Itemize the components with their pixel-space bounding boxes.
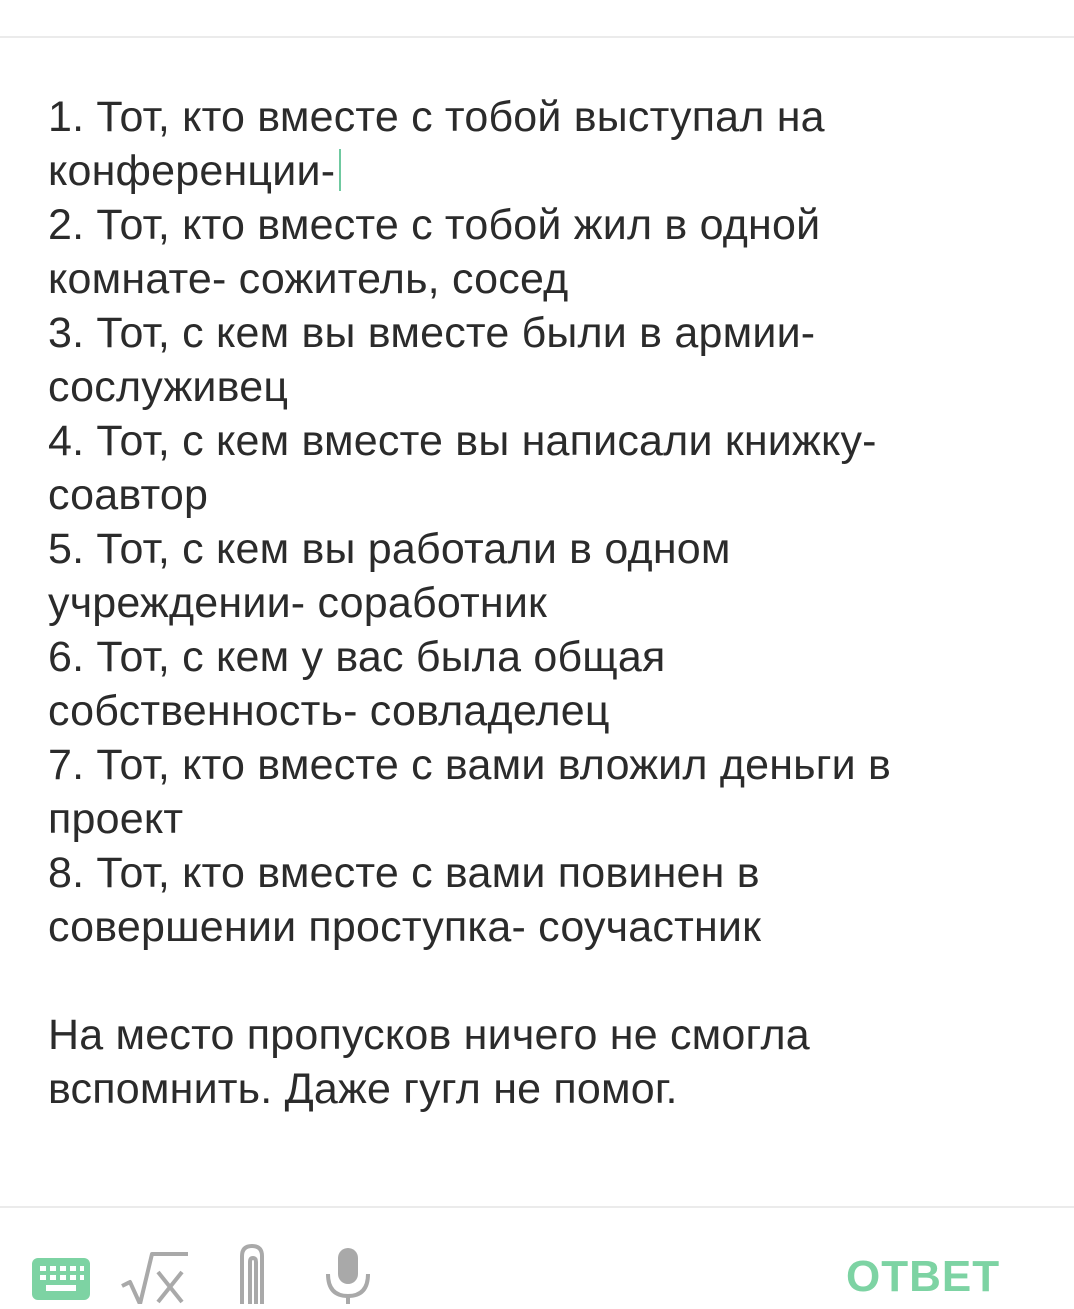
editor-line: 6. Тот, с кем у вас была общая (48, 633, 666, 681)
editor-line: 2. Тот, кто вместе с тобой жил в одной (48, 201, 821, 249)
formula-button[interactable] (118, 1248, 190, 1304)
empty-line (48, 954, 1048, 1008)
editor-line: 8. Тот, кто вместе с вами повинен в (48, 849, 760, 897)
editor-line: проект (48, 795, 184, 843)
microphone-icon (322, 1244, 374, 1304)
editor-line: учреждении- сораб​отник (48, 579, 548, 627)
editor-line-with-caret (48, 144, 1048, 198)
paperclip-icon (228, 1242, 276, 1304)
editor-line: 3. Тот, с кем вы вместе были в армии- (48, 309, 816, 357)
editor-line: сослуживец (48, 363, 289, 411)
editor-toolbar (0, 1208, 1074, 1304)
editor-line: соавтор (48, 471, 209, 519)
editor-line: комнате- сожитель, сосед (48, 255, 569, 303)
top-divider (0, 36, 1074, 38)
editor-line: 1. Тот, кто вместе с тобой выступал на (48, 93, 825, 141)
answer-text-editor[interactable] (48, 90, 1048, 1116)
text-caret (339, 149, 341, 191)
sqrt-icon (118, 1248, 190, 1304)
editor-line: 4. Тот, с кем вместе вы написали книжку- (48, 417, 877, 465)
voice-input-button[interactable] (322, 1244, 374, 1304)
keyboard-button[interactable] (30, 1254, 92, 1304)
attach-button[interactable] (228, 1242, 276, 1304)
editor-line: 5. Тот, с кем вы работали в одном (48, 525, 731, 573)
editor-line: совершении проступка- соучастник (48, 903, 762, 951)
editor-line-text: конференции- (48, 147, 336, 195)
keyboard-icon (30, 1254, 92, 1304)
editor-line: 7. Тот, кто вместе с вами вложил деньги в (48, 741, 892, 789)
editor-note-line: вспомнить. Даже гугл не помог. (48, 1065, 678, 1113)
submit-answer-button[interactable]: ОТВЕТ (846, 1250, 1006, 1304)
editor-note-line: На место пропусков ничего не смогла (48, 1011, 810, 1059)
editor-line: собственность- совладелец (48, 687, 610, 735)
